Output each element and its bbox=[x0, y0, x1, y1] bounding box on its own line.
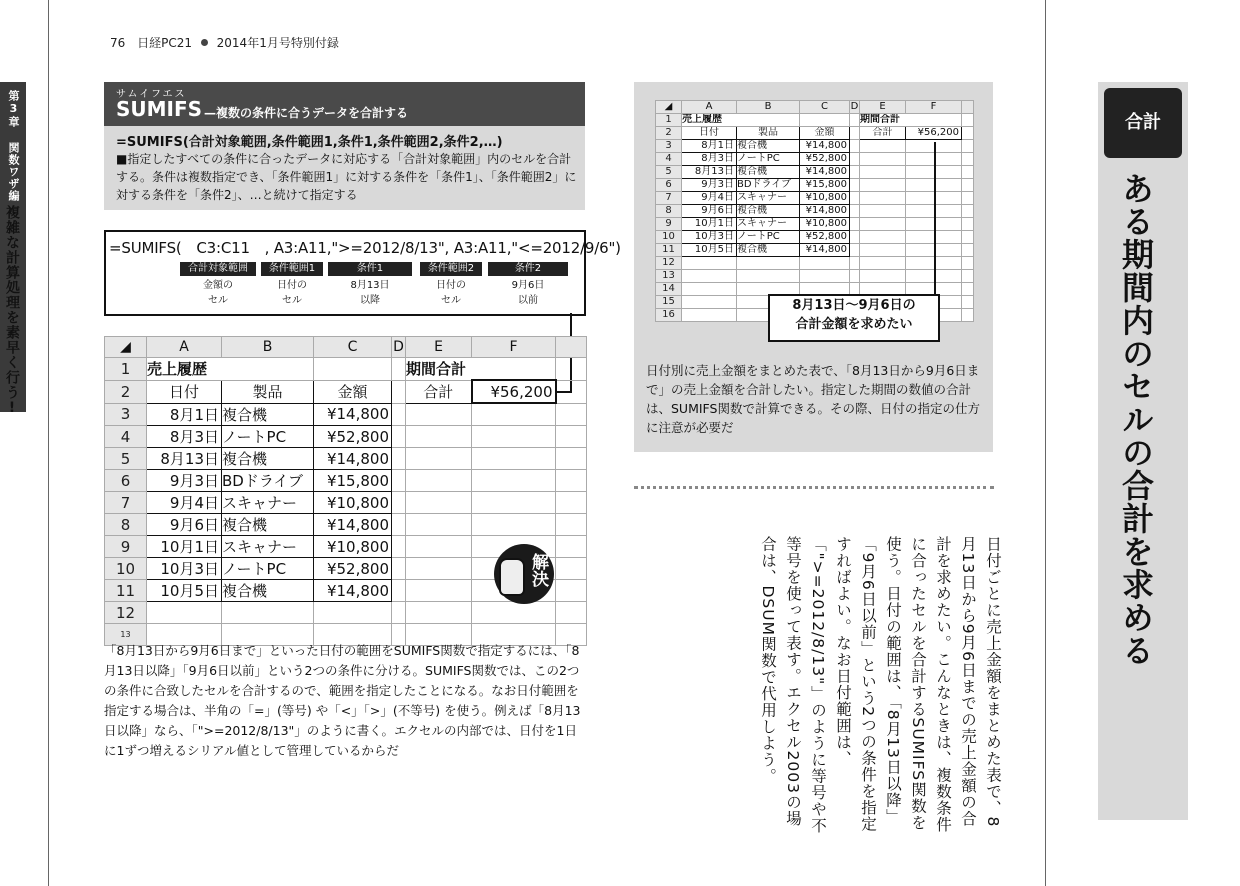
row-header[interactable]: 6 bbox=[656, 179, 682, 192]
sheet-title-cell[interactable]: 売上履歴 bbox=[147, 358, 314, 381]
table-cell[interactable]: スキャナー bbox=[222, 536, 314, 558]
row-header[interactable]: 1 bbox=[656, 114, 682, 127]
col-header-e[interactable]: E bbox=[860, 101, 906, 114]
row-header[interactable]: 11 bbox=[656, 244, 682, 257]
row-header[interactable]: 3 bbox=[656, 140, 682, 153]
figure-caption-right: 日付別に売上金額をまとめた表で、「8月13日から9月6日まで」の売上金額を合計したい。指定した期間の数値の合計は、SUMIFS関数で計算できる。その際、日付の指定の仕方に注意が必要だ bbox=[646, 363, 980, 435]
publication-name: 日経PC21 bbox=[137, 36, 192, 50]
page-gutter-line bbox=[48, 0, 49, 886]
formula-label-criteria-range2: 条件範囲2 bbox=[420, 262, 482, 276]
row-header[interactable]: 9 bbox=[656, 218, 682, 231]
table-cell[interactable]: 9月4日 bbox=[147, 492, 222, 514]
callout-connector bbox=[934, 142, 936, 317]
table-cell[interactable]: ¥10,800 bbox=[314, 536, 392, 558]
formula-label-criteria1: 条件1 bbox=[328, 262, 412, 276]
row-header[interactable]: 1 bbox=[105, 358, 147, 381]
sum-label-cell[interactable]: 合計 bbox=[406, 380, 472, 403]
function-syntax: =SUMIFS(合計対象範囲,条件範囲1,条件1,条件範囲2,条件2,…) bbox=[116, 135, 503, 150]
page-right-edge-line bbox=[1045, 0, 1046, 886]
select-all-corner[interactable]: ◢ bbox=[105, 337, 147, 358]
row-header[interactable]: 4 bbox=[656, 153, 682, 166]
row-header[interactable]: 15 bbox=[656, 296, 682, 309]
table-cell[interactable]: 9月4日 bbox=[682, 192, 737, 205]
table-cell[interactable]: 10月1日 bbox=[682, 218, 737, 231]
col-header-c[interactable]: C bbox=[800, 101, 850, 114]
col-header-b[interactable]: B bbox=[222, 337, 314, 358]
row-header[interactable]: 7 bbox=[105, 492, 147, 514]
row-header[interactable]: 10 bbox=[105, 558, 147, 580]
table-cell[interactable]: 複合機 bbox=[737, 166, 800, 179]
table-cell[interactable]: 複合機 bbox=[737, 140, 800, 153]
table-cell[interactable]: BDドライブ bbox=[737, 179, 800, 192]
table-cell[interactable]: 9月3日 bbox=[682, 179, 737, 192]
table-cell[interactable]: 複合機 bbox=[222, 403, 314, 426]
solved-badge-text: 解決 bbox=[528, 553, 548, 587]
sum-value-cell[interactable]: ¥56,200 bbox=[906, 127, 962, 140]
row-header[interactable]: 11 bbox=[105, 580, 147, 602]
table-cell[interactable]: ¥10,800 bbox=[800, 218, 850, 231]
dotted-divider bbox=[634, 486, 994, 489]
formula-caption-criteria1: 8月13日 以降 bbox=[350, 280, 390, 306]
row-header[interactable]: 2 bbox=[656, 127, 682, 140]
formula-caption-criteria2: 9月6日 以前 bbox=[511, 280, 545, 306]
bullet-dot-icon bbox=[201, 39, 208, 46]
table-cell[interactable]: ¥10,800 bbox=[314, 492, 392, 514]
table-cell[interactable]: 9月6日 bbox=[682, 205, 737, 218]
sum-value-cell[interactable]: ¥56,200 bbox=[472, 380, 556, 403]
col-header-a[interactable]: A bbox=[682, 101, 737, 114]
header-cell-date[interactable]: 日付 bbox=[147, 380, 222, 403]
period-title-cell[interactable]: 期間合計 bbox=[860, 114, 962, 127]
formula-label-sum-range: 合計対象範囲 bbox=[180, 262, 256, 276]
table-cell[interactable]: ¥52,800 bbox=[314, 426, 392, 448]
col-header-f[interactable]: F bbox=[472, 337, 556, 358]
section-title: 複雑な計算処理を素早く行う! bbox=[4, 205, 20, 417]
table-cell[interactable]: 8月1日 bbox=[682, 140, 737, 153]
table-cell[interactable]: ¥14,800 bbox=[800, 205, 850, 218]
table-cell[interactable]: 9月6日 bbox=[147, 514, 222, 536]
period-title-cell[interactable]: 期間合計 bbox=[406, 358, 556, 381]
article-title: ある期間内のセルの合計を求める bbox=[1117, 172, 1155, 667]
table-cell[interactable]: 10月5日 bbox=[147, 580, 222, 602]
thumbs-up-icon bbox=[499, 558, 525, 596]
table-cell[interactable]: 10月5日 bbox=[682, 244, 737, 257]
formula-label-criteria-range1: 条件範囲1 bbox=[261, 262, 323, 276]
table-cell[interactable]: ¥52,800 bbox=[314, 558, 392, 580]
sheet-title-cell[interactable]: 売上履歴 bbox=[682, 114, 800, 127]
formula-caption-criteria-range1: 日付の セル bbox=[277, 280, 307, 306]
function-ruby: サムイフエス bbox=[116, 89, 187, 100]
function-title-bar bbox=[104, 82, 585, 126]
table-cell[interactable]: ¥52,800 bbox=[800, 231, 850, 244]
table-cell[interactable]: ¥14,800 bbox=[800, 140, 850, 153]
table-cell[interactable]: ¥14,800 bbox=[314, 514, 392, 536]
function-name: SUMIFS bbox=[116, 97, 203, 121]
col-header-a[interactable]: A bbox=[147, 337, 222, 358]
table-cell[interactable]: ノートPC bbox=[222, 426, 314, 448]
row-header[interactable]: 14 bbox=[656, 283, 682, 296]
table-cell[interactable]: 複合機 bbox=[222, 580, 314, 602]
table-cell[interactable]: ノートPC bbox=[737, 153, 800, 166]
issue-label: 2014年1月号特別付録 bbox=[216, 36, 339, 50]
table-cell[interactable]: 複合機 bbox=[222, 514, 314, 536]
row-header[interactable]: 10 bbox=[656, 231, 682, 244]
row-header[interactable]: 8 bbox=[105, 514, 147, 536]
formula-label-criteria2: 条件2 bbox=[488, 262, 568, 276]
col-header-f[interactable]: F bbox=[906, 101, 962, 114]
running-header bbox=[110, 34, 339, 51]
function-subtitle: —複数の条件に合うデータを合計する bbox=[204, 106, 409, 120]
row-header[interactable]: 13 bbox=[105, 624, 147, 646]
col-header-d[interactable]: D bbox=[850, 101, 859, 112]
figure-caption-left: 「8月13日から9月6日まで」といった日付の範囲をSUMIFS関数で指定するには、「8月13日以降」「9月6日以前」という2つの条件に分ける。SUMIFS関数では、この2つの条件に合致したセルを合計するので、範囲を指定したことになる。なお日付範囲を指定する場合は、半角の「=」(等号) や「<」「>」(不等号) を使う。例えば「8月13日以降」なら、「">=2012/8/13"」のように書く。エクセルの内部では、日付を1日に1ずつ増えるシリアル値として管理しているからだ bbox=[104, 643, 581, 758]
table-cell[interactable]: スキャナー bbox=[737, 192, 800, 205]
table-cell[interactable]: ¥52,800 bbox=[800, 153, 850, 166]
row-header[interactable]: 6 bbox=[105, 470, 147, 492]
row-header[interactable]: 9 bbox=[105, 536, 147, 558]
formula-caption-sum-range: 金額の セル bbox=[203, 280, 233, 306]
sum-label-cell[interactable]: 合計 bbox=[860, 127, 906, 140]
header-cell-date[interactable]: 日付 bbox=[682, 127, 737, 140]
chapter-label: 第3章 関数ワザ編 bbox=[7, 90, 20, 202]
table-cell[interactable]: 9月3日 bbox=[147, 470, 222, 492]
table-cell[interactable]: 10月3日 bbox=[682, 231, 737, 244]
function-description: ■指定したすべての条件に合ったデータに対応する「合計対象範囲」内のセルを合計する。条件は複数指定でき、「条件範囲1」に対する条件を「条件1」、「条件範囲2」に対する条件を「条件2」、…と続けて指定する bbox=[116, 152, 577, 202]
row-header[interactable]: 5 bbox=[105, 448, 147, 470]
row-header[interactable]: 4 bbox=[105, 426, 147, 448]
table-cell[interactable]: ¥10,800 bbox=[800, 192, 850, 205]
row-header[interactable]: 2 bbox=[105, 380, 147, 403]
row-header[interactable]: 8 bbox=[656, 205, 682, 218]
table-cell[interactable]: 複合機 bbox=[737, 205, 800, 218]
table-cell[interactable]: 8月3日 bbox=[147, 426, 222, 448]
table-cell[interactable]: ¥14,800 bbox=[314, 580, 392, 602]
row-header[interactable]: 5 bbox=[656, 166, 682, 179]
body-text: 日付ごとに売上金額をまとめた表で、8月13日から9月6日までの売上金額の合計を求めたい。こんなときは、複数条件に合ったセルを合計するSUMIFS関数を使う。日付の範囲は、「8月13日以降」「9月6日以前」という2つの条件を指定すればよい。なお日付範囲は、「">=2012/8/13"」のように等号や不等号を使って表す。エクセル2003の場合は、DSUM関数で代用しよう。 bbox=[759, 536, 1002, 834]
select-all-corner[interactable]: ◢ bbox=[656, 101, 682, 114]
row-header[interactable]: 16 bbox=[656, 309, 682, 322]
col-header-d[interactable]: D bbox=[392, 337, 406, 358]
table-cell[interactable]: ノートPC bbox=[222, 558, 314, 580]
row-header[interactable]: 12 bbox=[656, 257, 682, 270]
table-cell[interactable]: ¥14,800 bbox=[314, 448, 392, 470]
table-cell[interactable]: 8月3日 bbox=[682, 153, 737, 166]
table-cell[interactable]: 10月1日 bbox=[147, 536, 222, 558]
header-cell-amount[interactable]: 金額 bbox=[314, 380, 392, 403]
header-cell-product[interactable]: 製品 bbox=[737, 127, 800, 140]
row-header[interactable]: 13 bbox=[656, 270, 682, 283]
category-tag: 合計 bbox=[1104, 88, 1182, 158]
col-header-c[interactable]: C bbox=[314, 337, 392, 358]
table-cell[interactable]: ¥15,800 bbox=[800, 179, 850, 192]
col-header-b[interactable]: B bbox=[737, 101, 800, 114]
table-cell[interactable]: ¥14,800 bbox=[800, 244, 850, 257]
table-cell[interactable]: ¥15,800 bbox=[314, 470, 392, 492]
row-header[interactable]: 7 bbox=[656, 192, 682, 205]
table-cell[interactable]: ¥14,800 bbox=[314, 403, 392, 426]
page-number: 76 bbox=[110, 36, 126, 50]
table-cell[interactable]: 複合機 bbox=[222, 448, 314, 470]
col-header-e[interactable]: E bbox=[406, 337, 472, 358]
row-header[interactable]: 3 bbox=[105, 403, 147, 426]
formula-caption-criteria-range2: 日付の セル bbox=[436, 280, 466, 306]
table-cell[interactable]: ノートPC bbox=[737, 231, 800, 244]
table-cell[interactable]: 8月13日 bbox=[147, 448, 222, 470]
table-cell[interactable]: スキャナー bbox=[222, 492, 314, 514]
table-cell[interactable]: 8月13日 bbox=[682, 166, 737, 179]
callout-box: 8月13日〜9月6日の 合計金額を求めたい bbox=[768, 294, 940, 342]
header-cell-amount[interactable]: 金額 bbox=[800, 127, 850, 140]
table-cell[interactable]: スキャナー bbox=[737, 218, 800, 231]
header-cell-product[interactable]: 製品 bbox=[222, 380, 314, 403]
table-cell[interactable]: 複合機 bbox=[737, 244, 800, 257]
table-cell[interactable]: ¥14,800 bbox=[800, 166, 850, 179]
table-cell[interactable]: 8月1日 bbox=[147, 403, 222, 426]
table-cell[interactable]: BDドライブ bbox=[222, 470, 314, 492]
formula-text: =SUMIFS( C3:C11 , A3:A11,">=2012/8/13", A3:A11,"<=2012/9/6") bbox=[109, 239, 621, 257]
spreadsheet-small bbox=[655, 100, 974, 322]
table-cell[interactable]: 10月3日 bbox=[147, 558, 222, 580]
row-header[interactable]: 12 bbox=[105, 602, 147, 624]
